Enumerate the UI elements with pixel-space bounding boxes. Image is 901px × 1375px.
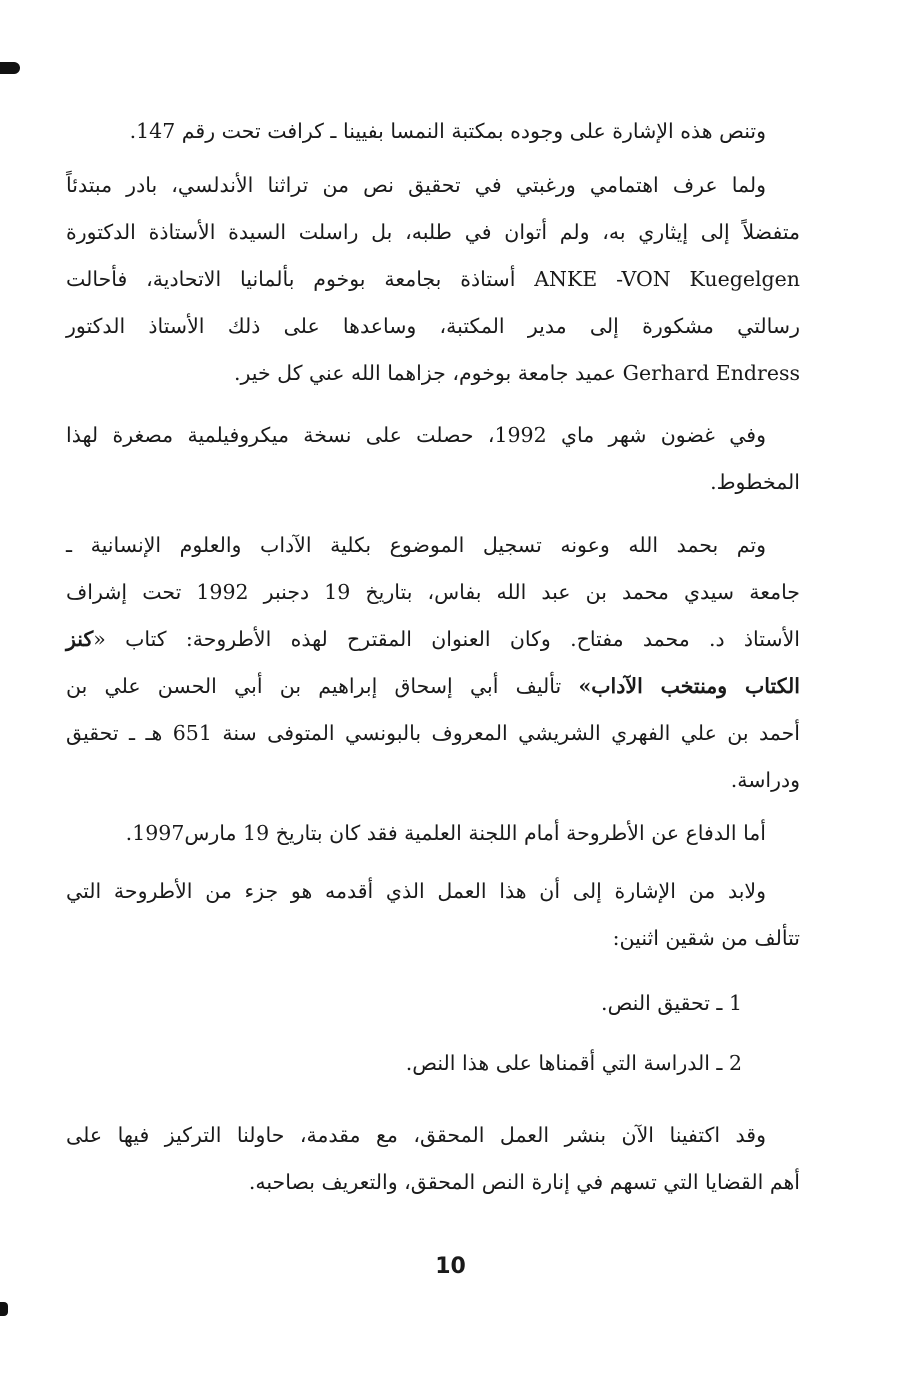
paragraph-publication [66, 1112, 800, 1206]
list-item [66, 1040, 800, 1087]
scan-edge-mark-bottom [0, 1302, 8, 1316]
page-number: 10 [435, 1254, 466, 1279]
text-segment: الأستاذ د. محمد مفتاح. وكان العنوان المقترح لهذه الأطروحة: كتاب « [93, 627, 800, 651]
text-line: 1 ـ تحقيق النص. [601, 991, 742, 1015]
text-line: تتألف من شقين اثنين: [612, 926, 800, 950]
text-line: ولما عرف اهتمامي ورغبتي في تحقيق نص من تراثنا الأندلسي، بادر مبتدئاً [66, 173, 766, 197]
text-line: متفضلاً إلى إيثاري به، ولم أتوان في طلبه، بل راسلت السيدة الأستاذة الدكتورة [66, 220, 800, 244]
text-line: وتنص هذه الإشارة على وجوده بمكتبة النمسا بفيينا ـ كرافت تحت رقم 147. [129, 119, 766, 143]
text-line: جامعة سيدي محمد بن عبد الله بفاس، بتاريخ 19 دجنبر 1992 تحت إشراف [66, 580, 800, 604]
paragraph-microfilm [66, 412, 800, 506]
paragraph-thesis-parts [66, 868, 800, 962]
book-title-bold: الكتاب ومنتخب الآداب» [578, 674, 800, 698]
text-line: رسالتي مشكورة إلى مدير المكتبة، وساعدها على ذلك الأستاذ الدكتور [66, 314, 800, 338]
paragraph-defense [66, 810, 800, 857]
book-title-bold: كنز [66, 627, 94, 651]
text-line [66, 663, 800, 710]
text-line: أهم القضايا التي تسهم في إنارة النص المحقق، والتعريف بصاحبه. [248, 1170, 800, 1194]
scan-edge-mark-top [0, 62, 20, 74]
paragraph-registration [66, 522, 800, 804]
text-line: المخطوط. [710, 470, 800, 494]
text-line [66, 616, 800, 663]
text-line: Gerhard Endress عميد جامعة بوخوم، جزاهما الله عني كل خير. [233, 361, 800, 385]
text-segment: تأليف أبي إسحاق إبراهيم بن أبي الحسن علي بن [66, 674, 579, 698]
text-line: 2 ـ الدراسة التي أقمناها على هذا النص. [405, 1051, 742, 1075]
text-line: ولابد من الإشارة إلى أن هذا العمل الذي أقدمه هو جزء من الأطروحة التي [66, 879, 766, 903]
text-line: ANKE -VON Kuegelgen أستاذة بجامعة بوخوم بألمانيا الاتحادية، فأحالت [66, 267, 800, 291]
paragraph-correspondence [66, 162, 800, 397]
paragraph-austria-library [66, 108, 800, 155]
text-line: وفي غضون شهر ماي 1992، حصلت على نسخة ميكروفيلمية مصغرة لهذا [66, 423, 766, 447]
text-line: وتم بحمد الله وعونه تسجيل الموضوع بكلية الآداب والعلوم الإنسانية ـ [66, 533, 766, 557]
text-line: أما الدفاع عن الأطروحة أمام اللجنة العلمية فقد كان بتاريخ 19 مارس1997. [125, 821, 766, 845]
list-item [66, 980, 800, 1027]
text-line: ودراسة. [730, 768, 800, 792]
text-line: أحمد بن علي الفهري الشريشي المعروف بالبونسي المتوفى سنة 651 هـ ـ تحقيق [66, 721, 801, 745]
text-line: وقد اكتفينا الآن بنشر العمل المحقق، مع مقدمة، حاولنا التركيز فيها على [66, 1123, 766, 1147]
